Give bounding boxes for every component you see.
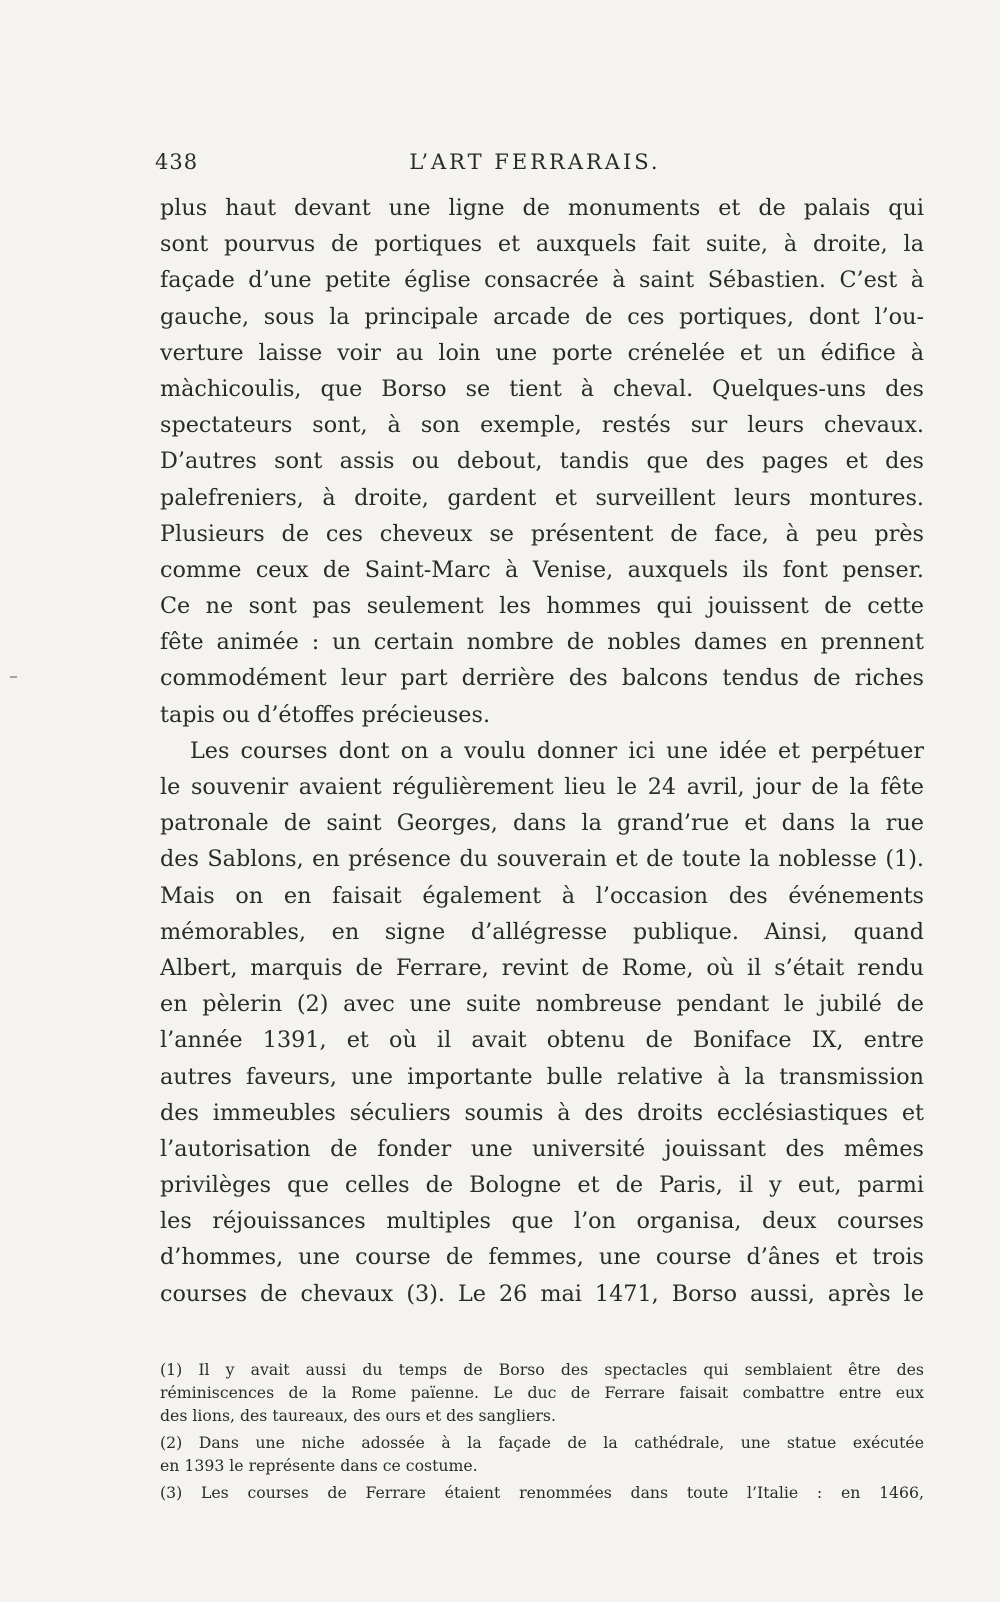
text-line: façade d’une petite église consacrée à saint Sébastien. C’est à [160,267,924,294]
footnote-line: en 1393 le représente dans ce costume. [160,1456,478,1475]
text-line: privilèges que celles de Bologne et de Paris, il y eut, parmi [160,1172,924,1199]
text-line: d’hommes, une course de femmes, une course d’ânes et trois [160,1244,924,1271]
text-line: spectateurs sont, à son exemple, restés sur leurs chevaux. [160,412,924,439]
body-text [160,190,924,1312]
text-line: Plusieurs de ces cheveux se présentent de face, à peu près [160,520,924,547]
footnote-line: réminiscences de la Rome païenne. Le duc de Ferrare faisait combattre entre eux [160,1383,924,1402]
footnote-line: (2) Dans une niche adossée à la façade de la cathédrale, une statue exécutée [160,1433,924,1452]
text-line: mémorables, en signe d’allégresse publique. Ainsi, quand [160,918,924,945]
text-line: comme ceux de Saint-Marc à Venise, auxquels ils font penser. [160,556,924,583]
footnote-1 [160,1358,924,1427]
footnote-line: des lions, des taureaux, des ours et des sangliers. [160,1406,556,1425]
text-line: patronale de saint Georges, dans la grand’rue et dans la rue [160,810,924,837]
text-line: en pèlerin (2) avec une suite nombreuse pendant le jubilé de [160,991,924,1018]
text-line: Albert, marquis de Ferrare, revint de Rome, où il s’était rendu [160,954,924,981]
text-line: le souvenir avaient régulièrement lieu le 24 avril, jour de la fête [160,774,924,800]
running-header [155,150,915,184]
text-line: fête animée : un certain nombre de nobles dames en prennent [160,629,924,656]
footnote-line: (1) Il y avait aussi du temps de Borso des spectacles qui semblaient être des [160,1360,924,1379]
text-line: tapis ou d’étoffes précieuses. [160,701,491,728]
running-title: L’ART FERRARAIS. [409,150,661,174]
page-number: 438 [155,150,199,174]
text-line: l’autorisation de fonder une université jouissant des mêmes [160,1135,924,1162]
text-line: D’autres sont assis ou debout, tandis que des pages et des [160,448,924,475]
text-line: Les courses dont on a voulu donner ici une idée et perpétuer [190,737,924,764]
text-line: verture laisse voir au loin une porte crénelée et un édifice à [160,339,924,366]
footnote-2 [160,1431,924,1477]
text-line: Mais on en faisait également à l’occasion des événements [160,882,924,909]
text-line: Ce ne sont pas seulement les hommes qui jouissent de cette [160,593,924,620]
text-line: des Sablons, en présence du souverain et de toute la noblesse (1). [160,846,924,873]
footnotes [160,1358,924,1504]
footnote-line: (3) Les courses de Ferrare étaient renommées dans toute l’Italie : en 1466, [160,1483,924,1502]
text-line: des immeubles séculiers soumis à des droits ecclésiastiques et [160,1099,924,1126]
text-line: courses de chevaux (3). Le 26 mai 1471, Borso aussi, après le [160,1280,924,1307]
text-line: palefreniers, à droite, gardent et surveillent leurs montures. [160,484,924,511]
text-line: màchicoulis, que Borso se tient à cheval. Quelques-uns des [160,375,924,402]
text-line: autres faveurs, une importante bulle relative à la transmission [160,1063,924,1090]
text-line: commodément leur part derrière des balcons tendus de riches [160,665,924,692]
text-line: plus haut devant une ligne de monuments et de palais qui [160,195,924,221]
text-line: l’année 1391, et où il avait obtenu de Boniface IX, entre [160,1027,924,1054]
footnote-3 [160,1481,924,1504]
text-line: gauche, sous la principale arcade de ces portiques, dont l’ou- [160,303,924,330]
margin-mark [10,676,17,678]
text-line: sont pourvus de portiques et auxquels fait suite, à droite, la [160,231,924,258]
text-line: les réjouissances multiples que l’on organisa, deux courses [160,1208,924,1235]
